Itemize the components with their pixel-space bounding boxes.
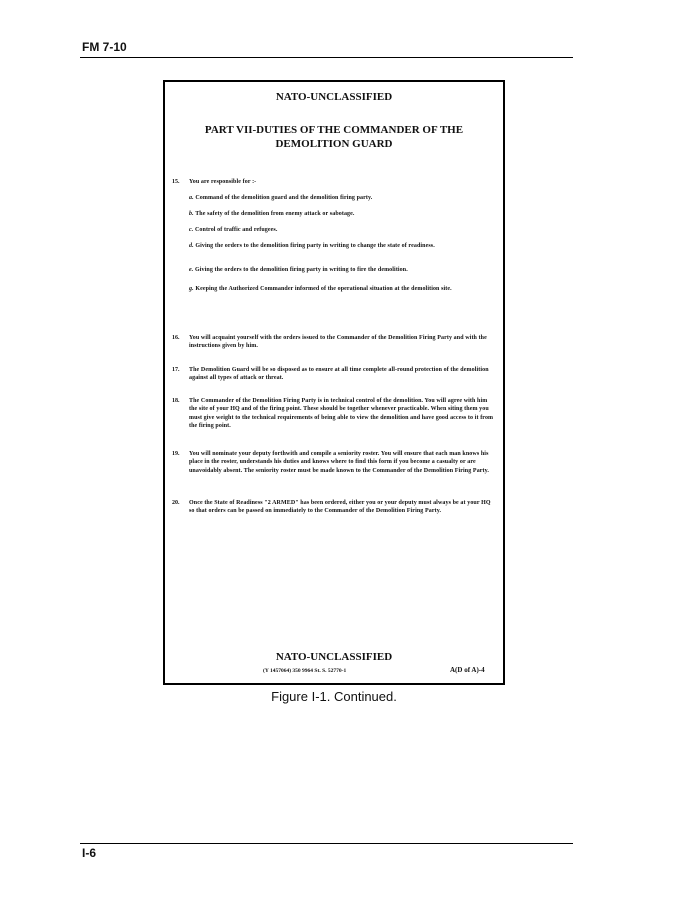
para-15-number: 15.: [172, 179, 180, 185]
document-id: FM 7-10: [82, 40, 127, 54]
print-code: (Y 1457064) 350 9964 St. S. 52770-1: [263, 668, 347, 674]
para-15-item-d: [189, 242, 494, 250]
para-20-number: 20.: [172, 500, 180, 506]
item-text: Keeping the Authorized Commander informed of the operational situation at the demolition site.: [195, 286, 452, 292]
para-16-number: 16.: [172, 335, 180, 341]
para-17-number: 17.: [172, 367, 180, 373]
para-15-item-a: [189, 194, 494, 202]
item-text: Giving the orders to the demolition firing party in writing to fire the demolition.: [194, 267, 408, 273]
item-letter: g.: [189, 286, 194, 292]
header-divider: [80, 57, 573, 58]
page-number: I-6: [82, 846, 97, 860]
item-letter: c.: [189, 227, 194, 233]
para-15-item-g: [189, 285, 494, 293]
item-letter: b.: [189, 211, 194, 217]
figure-form-page: [163, 80, 505, 685]
part-title: PART VII-DUTIES OF THE COMMANDER OF THE DEMOLITION GUARD: [204, 124, 464, 150]
item-text: Control of traffic and refugees.: [194, 227, 278, 233]
para-15-item-b: [189, 210, 494, 218]
para-17-text: The Demolition Guard will be so disposed as to ensure at all time complete all-round protection of the demolition against all types of attack or threat.: [189, 367, 489, 382]
para-15-intro: You are responsible for :-: [189, 179, 257, 185]
para-18-number: 18.: [172, 398, 180, 404]
para-16-text: You will acquaint yourself with the orders issued to the Commander of the Demolition Firing Party and with the instructions given by him.: [189, 335, 487, 350]
classification-top: NATO-UNCLASSIFIED: [275, 91, 393, 103]
para-18-text: The Commander of the Demolition Firing Party is in technical control of the demolition. You will agree with him the site of your HQ and of the firing point. These should be together whenever practicable. When siting them you must give weight to the technical requirements of being able to view the demolition and have good access to it from the firing point.: [189, 398, 494, 430]
item-text: Command of the demolition guard and the demolition firing party.: [195, 195, 373, 201]
para-15-item-e: [189, 266, 494, 274]
para-20-text: Once the State of Readiness "2 ARMED" has been ordered, either you or your deputy must always be at your HQ so that orders can be passed on immediately to the Commander of the Demolition Firing Party.: [189, 500, 491, 515]
form-reference: A(D of A)-4: [450, 666, 485, 674]
item-letter: d.: [189, 243, 194, 249]
figure-caption: Figure I-1. Continued.: [271, 689, 397, 704]
item-letter: a.: [189, 195, 194, 201]
item-text: The safety of the demolition from enemy attack or sabotage.: [195, 211, 355, 217]
para-19-text: You will nominate your deputy forthwith and compile a seniority roster. You will ensure that each man knows his place in the roster, understands his duties and knows where to find this form if you become a casualty or are unavoidably absent. The seniority roster must be made known to the Commander of the Demolition Firing Party.: [189, 451, 490, 474]
item-text: Giving the orders to the demolition firing party in writing to change the state of readiness.: [195, 243, 435, 249]
item-letter: e.: [189, 267, 194, 273]
classification-bottom: NATO-UNCLASSIFIED: [275, 651, 393, 663]
para-15-item-c: [189, 226, 494, 234]
para-19-number: 19.: [172, 451, 180, 457]
footer-divider: [80, 843, 573, 844]
